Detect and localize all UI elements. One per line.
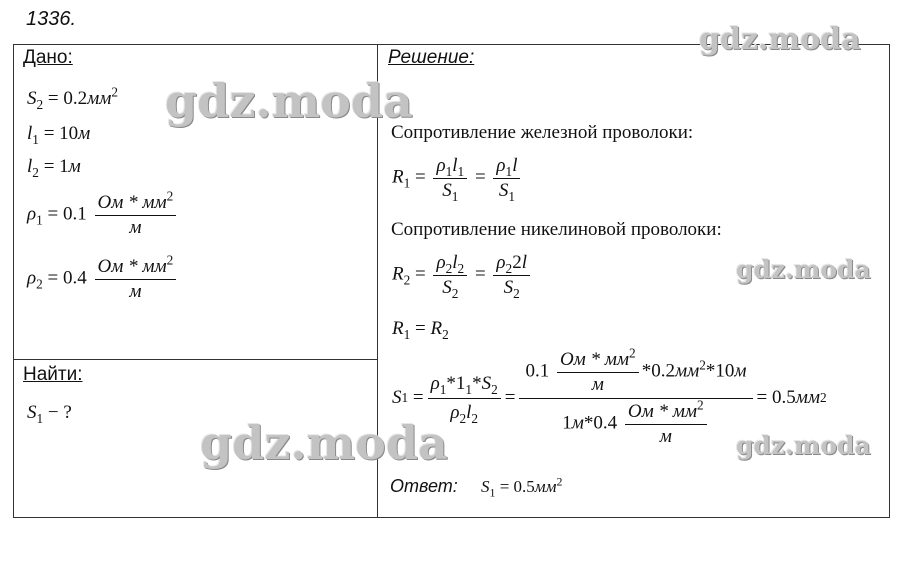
given-rho2: $\rho_2 = 0.4$ $\frac{Ом * мм^2}{м}$ [27,256,179,303]
answer-value: $S_1 = 0.5мм^2$ [481,474,563,500]
given-l1: $l_1 = 10м$ [27,123,91,147]
row-divider [13,359,378,360]
given-rho1: $\rho_1 = 0.1$ $\frac{Ом * мм^2}{м}$ [27,192,179,239]
equation-r1-equals-r2: $R_1 = R_2$ [392,318,449,342]
rho1-unit-fraction: $\frac{Ом * мм^2}{м}$ [95,192,177,239]
table-bottom-border [13,517,890,518]
table-right-border [889,44,890,518]
equation-r2: $R_2$ = $\frac{\rho_2l_2}{S_2}$ = $\frac{\rho_22l}{S_2}$ [392,252,533,299]
find-s1: $S_1$ − ? [27,402,72,426]
watermark: gdz.moda [699,22,861,57]
watermark: gdz.moda [200,416,448,470]
equation-r1: $R_1$ = $\frac{\rho_1l_1}{S_1}$ = $\frac{\rho_1l}{S_1}$ [392,155,523,202]
equation-s1: S 1 = $\frac{\rho_1*1_1*S_2}{\rho_2l_2}$ = 0.1 $\frac{Ом * мм^2}{м}$ $*0.2мм^2*10м$ 1м*0.4 $\frac{Ом * мм^2}{м}$ = 0.5 мм 2 [392,345,827,447]
find-heading: Найти: [23,364,83,385]
nickel-resistance-text: Сопротивление никелиновой проволоки: [391,219,722,240]
table-left-border [13,44,14,518]
given-heading: Дано: [23,47,73,68]
rho2-unit-fraction: $\frac{Ом * мм^2}{м}$ [95,256,177,303]
answer-label: Ответ: [390,476,458,496]
watermark: gdz.moda [165,74,413,128]
given-l2: $l_2 = 1м$ [27,156,81,180]
given-s2: $S_2 = 0.2мм^2$ [27,84,119,112]
iron-resistance-text: Сопротивление железной проволоки: [391,122,694,143]
watermark: gdz.moda [736,255,871,284]
watermark: gdz.moda [736,431,871,460]
problem-number: 1336. [26,8,77,30]
solution-heading: Решение: [388,47,475,68]
